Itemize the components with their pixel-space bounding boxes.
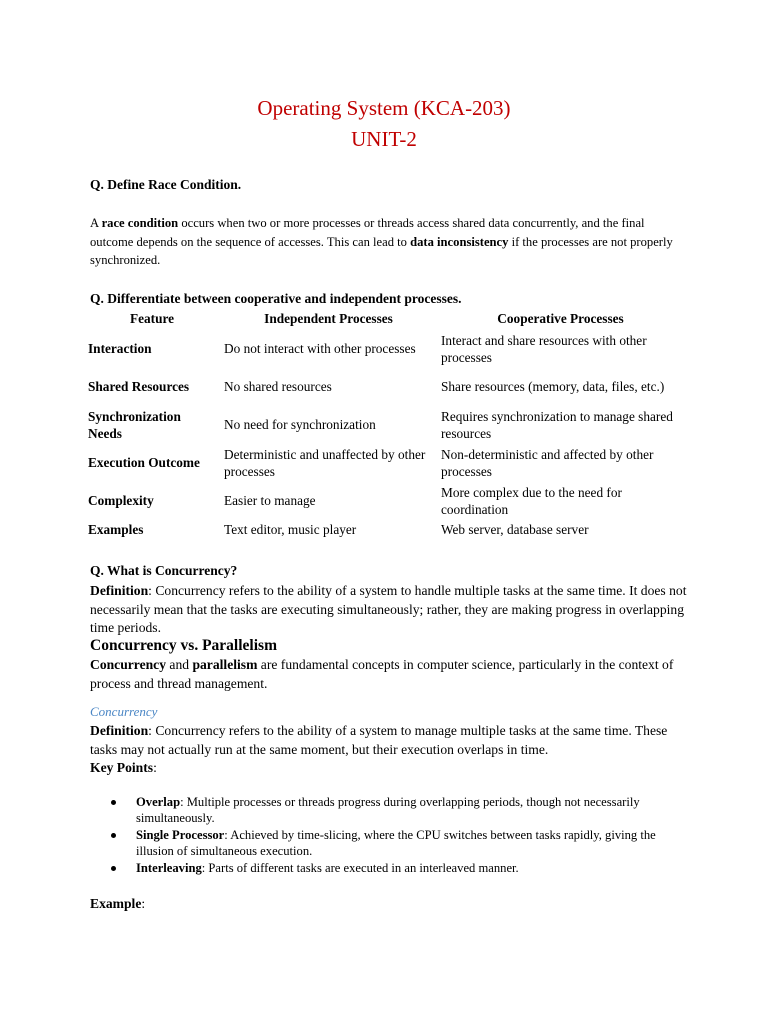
table-cell: No shared resources bbox=[224, 379, 332, 395]
table-cell-feature: Interaction bbox=[88, 341, 152, 357]
table-header-row bbox=[84, 310, 684, 330]
list-item: Overlap: Multiple processes or threads progress during overlapping periods, though not necessarily simultaneously. bbox=[108, 794, 668, 826]
table-cell-feature: Shared Resources bbox=[88, 379, 190, 395]
table-row bbox=[84, 406, 684, 444]
table-row bbox=[84, 368, 684, 406]
comparison-table bbox=[84, 310, 684, 540]
table-cell: Easier to manage bbox=[224, 493, 316, 509]
table-row bbox=[84, 482, 684, 520]
table-cell-feature: Examples bbox=[88, 522, 144, 538]
table-cell: No need for synchronization bbox=[224, 417, 376, 433]
list-item: Single Processor: Achieved by time-slicing, where the CPU switches between tasks rapidly, giving the illusion of simultaneous execution. bbox=[108, 827, 668, 859]
table-cell: Interact and share resources with other processes bbox=[441, 332, 647, 365]
header-cooperative: Cooperative Processes bbox=[497, 311, 624, 326]
table-row bbox=[84, 444, 684, 482]
table-cell: Share resources (memory, data, files, etc.) bbox=[441, 379, 665, 395]
bullet-icon bbox=[111, 833, 116, 838]
section-heading-concurrency-vs-parallelism: Concurrency vs. Parallelism bbox=[90, 637, 277, 654]
unit-title: UNIT-2 bbox=[351, 127, 417, 151]
table-cell-feature: Execution Outcome bbox=[88, 455, 200, 471]
bullet-icon bbox=[111, 800, 116, 805]
table-cell: More complex due to the need for coordination bbox=[441, 484, 622, 517]
example-label: Example: bbox=[90, 896, 146, 911]
header-feature: Feature bbox=[129, 311, 175, 326]
header-independent: Independent Processes bbox=[264, 311, 393, 326]
table-cell: Text editor, music player bbox=[224, 522, 357, 538]
question-race-condition: Q. Define Race Condition. bbox=[90, 177, 242, 192]
list-item: Interleaving: Parts of different tasks are executed in an interleaved manner. bbox=[108, 860, 668, 876]
table-row bbox=[84, 520, 684, 540]
question-concurrency: Q. What is Concurrency? bbox=[90, 563, 238, 578]
race-condition-paragraph: A race condition occurs when two or more processes or threads access shared data concurrently, and the final outcome depends on the sequence of accesses. This can lead to data inconsistency if the processes are not properly synchronized. bbox=[90, 216, 673, 267]
subheading-concurrency: Concurrency bbox=[90, 704, 158, 719]
question-process-types: Q. Differentiate between cooperative and independent processes. bbox=[90, 291, 462, 306]
bullet-icon bbox=[111, 866, 116, 871]
table-cell: Non-deterministic and affected by other processes bbox=[441, 446, 654, 479]
concurrency-definition: Definition: Concurrency refers to the ability of a system to handle multiple tasks at the same time. It does not necessarily mean that the tasks are executing simultaneously; rather, they are making progress in overlapping time periods. bbox=[90, 583, 687, 635]
key-points-list bbox=[108, 794, 668, 877]
table-cell: Requires synchronization to manage shared resources bbox=[441, 408, 673, 441]
table-row bbox=[84, 330, 684, 368]
document-title: Operating System (KCA-203) bbox=[257, 96, 511, 120]
concurrency-parallelism-intro: Concurrency and parallelism are fundamental concepts in computer science, particularly in the context of process and thread management. bbox=[90, 657, 674, 691]
table-cell: Do not interact with other processes bbox=[224, 341, 416, 357]
concurrency-definition-2: Definition: Concurrency refers to the ability of a system to manage multiple tasks at the same time. These tasks may not actually run at the same moment, but their execution overlaps in time. bbox=[90, 723, 668, 757]
table-cell: Web server, database server bbox=[441, 522, 589, 538]
table-cell-feature: Complexity bbox=[88, 493, 154, 509]
table-cell: Deterministic and unaffected by other processes bbox=[224, 446, 426, 479]
table-cell-feature: Synchronization Needs bbox=[88, 408, 181, 441]
key-points-label: Key Points: bbox=[90, 760, 157, 775]
